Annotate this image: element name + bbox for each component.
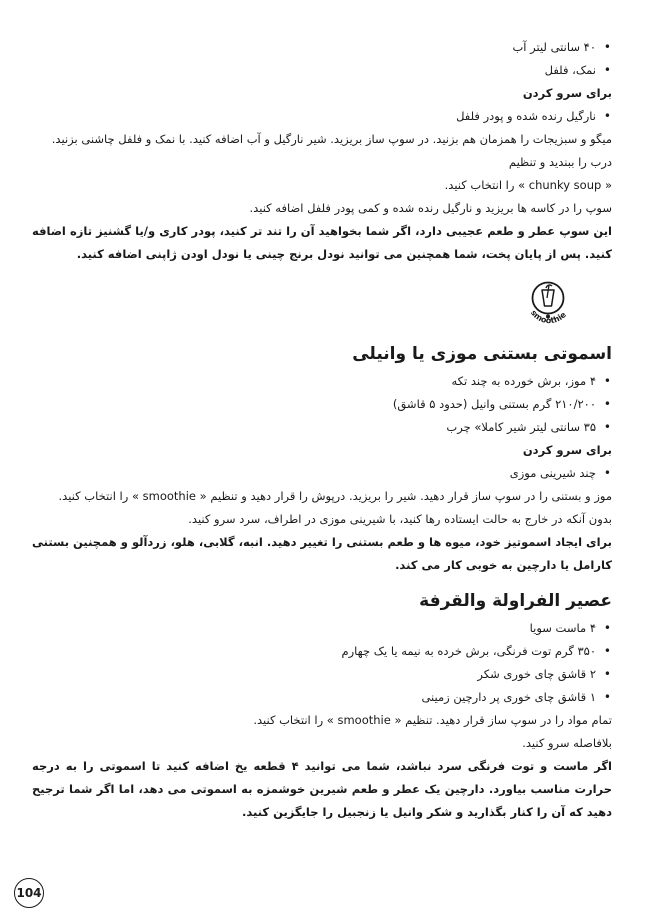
recipe-title: اسموتی بستنی موزی یا وانیلی (352, 344, 612, 364)
tip-paragraph: برای ایجاد اسموتیز خود، میوه ها و طعم بستنی را تغییر دهید. انبه، گلابی، هلو، زردآلو و همچنین بستنی کارامل یا دارچین به خوبی کار می کند. (32, 535, 612, 572)
instruction-line: سوپ را در کاسه ها بریزید و نارگیل رنده شده و کمی پودر فلفل اضافه کنید. (249, 201, 612, 215)
ingredient-list (32, 36, 612, 82)
ingredient-list (32, 370, 612, 439)
instruction-line: درب را ببندید و تنظیم (508, 155, 612, 169)
ingredient-item: • ۴ موز، برش خورده به چند تکه (32, 370, 612, 393)
instruction-line: بلافاصله سرو کنید. (522, 736, 612, 750)
tip-paragraph: این سوپ عطر و طعم عجیبی دارد، اگر شما بخواهید آن را تند تر کنید، پودر کاری و/یا گشنیز تازه اضافه کنید. پس از پایان پخت، شما همچنین می توانید نودل برنج چینی یا نودل اودن ژاپنی اضافه کنید. (32, 224, 612, 261)
ingredient-list (32, 617, 612, 709)
instruction-line: بدون آنکه در خارج به حالت ایستاده رها کنید، با شیرینی موزی در اطراف، سرد سرو کنید. (188, 512, 612, 526)
ingredient-item: • نمک، فلفل (32, 59, 612, 82)
instruction-line: میگو و سبزیجات را همزمان هم بزنید. در سوپ ساز بریزید. شیر نارگیل و آب اضافه کنید. با نمک و فلفل چاشنی بزنید. (51, 132, 612, 146)
serving-heading: برای سرو کردن (522, 443, 612, 457)
ingredient-item: • ۳۵ سانتی لیتر شیر کاملا» چرب (32, 416, 612, 439)
smoothie-icon (522, 276, 582, 336)
recipe-title: عصير الفراولة والقرفة (419, 591, 612, 611)
instruction-line: تمام مواد را در سوپ ساز قرار دهید. تنظیم « smoothie » را انتخاب کنید. (253, 713, 612, 727)
smoothie-icon-label: smoothie (528, 308, 568, 326)
page-number: 104 (14, 878, 44, 908)
serving-item: • چند شیرینی موزی (32, 462, 612, 485)
tip-paragraph: اگر ماست و توت فرنگی سرد نباشد، شما می توانید ۴ قطعه یخ اضافه کنید تا اسموتی را به درجه حرارت مناسب بیاورد. دارچین یک عطر و طعم شیرین خوشمزه به اسموتی می دهد، اما اگر شما ترجیح دهید که آن را کنار بگذارید و شکر وانیل یا زنجبیل را جایگزین کنید. (32, 759, 612, 819)
document-page (32, 36, 612, 824)
serving-heading: برای سرو کردن (522, 86, 612, 100)
serving-item: • نارگیل رنده شده و پودر فلفل (32, 105, 612, 128)
instruction-line: « chunky soup » را انتخاب کنید. (444, 178, 612, 192)
ingredient-item: • ۲ قاشق چای خوری شکر (32, 663, 612, 686)
ingredient-item: • ۴۰ سانتی لیتر آب (32, 36, 612, 59)
instruction-line: موز و بستنی را در سوپ ساز قرار دهید. شیر را بریزید. درپوش را قرار دهید و تنظیم « smoothie » را انتخاب کنید. (58, 489, 612, 503)
ingredient-item: • ۳۵۰ گرم توت فرنگی، برش خرده به نیمه یا یک چهارم (32, 640, 612, 663)
ingredient-item: • ۱ قاشق چای خوری پر دارچین زمینی (32, 686, 612, 709)
smoothie-icon-row (32, 276, 612, 336)
ingredient-item: • ۲۱۰/۲۰۰ گرم بستنی وانیل (حدود ۵ قاشق) (32, 393, 612, 416)
ingredient-item: • ۴ ماست سویا (32, 617, 612, 640)
